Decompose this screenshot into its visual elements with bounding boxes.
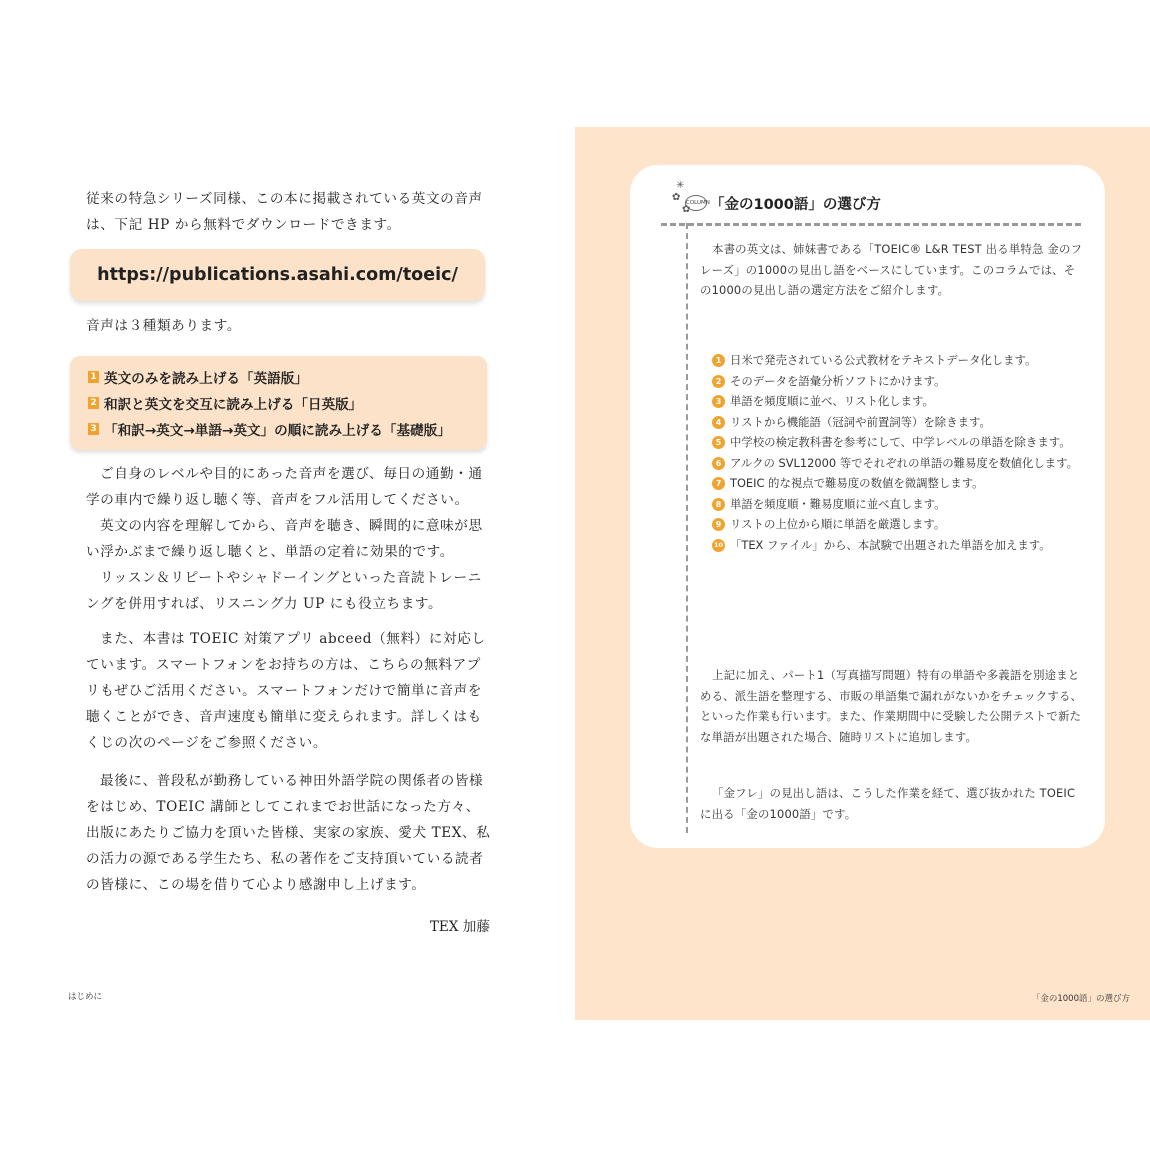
- body-paragraph: リッスン＆リピートやシャドーイングといった音読トレーニングを併用すれば、リスニング力 UP にも役立ちます。: [86, 570, 482, 612]
- step-text: リストの上位から順に単語を厳選します。: [730, 517, 946, 531]
- version-number: 3: [88, 423, 99, 435]
- step-number: 1: [712, 354, 725, 367]
- step-item: [712, 391, 1084, 412]
- audio-version-item: [88, 366, 308, 388]
- step-item: [712, 514, 1084, 535]
- step-item: [712, 371, 1084, 392]
- intro-paragraph: 従来の特急シリーズ同様、この本に掲載されている英文の音声は、下記 HP から無料でダウンロードできます。: [86, 191, 483, 233]
- step-number: 2: [712, 375, 725, 388]
- step-text: TOEIC 的な視点で難易度の数値を微調整します。: [730, 476, 984, 490]
- step-text: 「TEX ファイル」から、本試験で出題された単語を加えます。: [730, 537, 1051, 552]
- flower-icon: ✿: [682, 204, 691, 215]
- dashed-divider: [661, 223, 1081, 226]
- audio-versions-box: [70, 356, 487, 450]
- step-item: [712, 453, 1084, 474]
- column-card: [630, 165, 1105, 848]
- step-number: 8: [712, 498, 725, 511]
- step-text: リストから機能語（冠詞や前置詞等）を除きます。: [730, 414, 991, 429]
- step-number: 9: [712, 518, 725, 531]
- column-paragraph: 「金フレ」の見出し語は、こうした作業を経て、選び抜かれた TOEIC に出る「金の1000語」です。: [700, 786, 1076, 821]
- step-number: 7: [712, 477, 725, 490]
- download-url-box[interactable]: [70, 249, 485, 301]
- flower-icon: ✿: [672, 192, 681, 203]
- step-number: 10: [712, 539, 725, 552]
- step-text: 日米で発売されている公式教材をテキストデータ化します。: [730, 353, 1037, 367]
- right-page: [575, 127, 1150, 1020]
- step-item: [712, 350, 1084, 371]
- step-item: [712, 432, 1084, 453]
- version-number: 2: [88, 397, 99, 409]
- step-number: 4: [712, 416, 725, 429]
- step-item: [712, 412, 1084, 433]
- version-number: 1: [88, 371, 99, 383]
- step-item: [712, 473, 1084, 494]
- step-item: [712, 494, 1084, 515]
- audio-version-item: [88, 392, 362, 414]
- step-text: そのデータを語彙分析ソフトにかけます。: [730, 373, 946, 388]
- column-intro: 本書の英文は、姉妹書である「TOEIC® L&R TEST 出る単特急 金のフレーズ」の1000の見出し語をベースにしています。このコラムでは、その1000の見出し語の選定方法をご紹介します。: [700, 242, 1083, 297]
- sparkle-icon: ✳: [676, 180, 685, 191]
- column-badge: COLUMN: [685, 195, 707, 211]
- dashed-margin-line: [686, 223, 688, 833]
- audio-types-intro: 音声は３種類あります。: [86, 318, 242, 334]
- step-text: 中学校の検定教科書を参考にして、中学レベルの単語を除きます。: [730, 435, 1071, 449]
- version-label: 和訳と英文を交互に読み上げる「日英版」: [104, 397, 363, 413]
- column-paragraph: 上記に加え、パート1（写真描写問題）特有の単語や多義語を別途まとめる、派生語を整理する、市販の単語集で漏れがないかをチェックする、といった作業も行います。また、作業期間中に受験した公開テストで新たな単語が出題された場合、随時リストに追加します。: [700, 668, 1083, 744]
- body-paragraph: 英文の内容を理解してから、音声を聴き、瞬間的に意味が思い浮かぶまで繰り返し聴くと、単語の定着に効果的です。: [86, 518, 483, 560]
- body-paragraph: ご自身のレベルや目的にあった音声を選び、毎日の通勤・通学の車内で繰り返し聴く等、音声をフル活用してください。: [86, 466, 483, 508]
- audio-version-item: [88, 418, 451, 440]
- step-number: 3: [712, 395, 725, 408]
- version-label: 「和訳→英文→単語→英文」の順に読み上げる「基礎版」: [104, 423, 451, 439]
- author-signature: TEX 加藤: [429, 919, 490, 935]
- body-paragraph: 最後に、普段私が勤務している神田外語学院の関係者の皆様をはじめ、TOEIC 講師としてこれまでお世話になった方々、出版にあたりご協力を頂いた皆様、実家の家族、愛犬 TEX、私の活力の源である学生たち、私の著作をご支持頂いている読者の皆様に、この場を借りて心より感謝申し上げます。: [86, 773, 491, 893]
- page-footer: はじめに: [68, 992, 103, 1002]
- step-number: 6: [712, 457, 725, 470]
- step-number: 5: [712, 436, 725, 449]
- step-text: 単語を頻度順に並べ、リスト化します。: [730, 394, 934, 408]
- download-url[interactable]: https://publications.asahi.com/toeic/: [97, 265, 458, 285]
- version-label: 英文のみを読み上げる「英語版」: [104, 371, 308, 387]
- step-item: [712, 535, 1084, 556]
- body-paragraph: また、本書は TOEIC 対策アプリ abceed（無料）に対応しています。スマートフォンをお持ちの方は、こちらの無料アプリもぜひご活用ください。スマートフォンだけで簡単に音声を聴くことができ、音声速度も簡単に変えられます。詳しくはもくじの次のページをご参照ください。: [86, 631, 486, 751]
- selection-steps: [712, 350, 1084, 555]
- step-text: 単語を頻度順・難易度順に並べ直します。: [730, 496, 946, 511]
- column-title: 「金の1000語」の選び方: [710, 197, 881, 213]
- page-footer: 「金の1000語」の選び方: [1031, 994, 1130, 1004]
- step-text: アルクの SVL12000 等でそれぞれの単語の難易度を数値化します。: [730, 455, 1079, 470]
